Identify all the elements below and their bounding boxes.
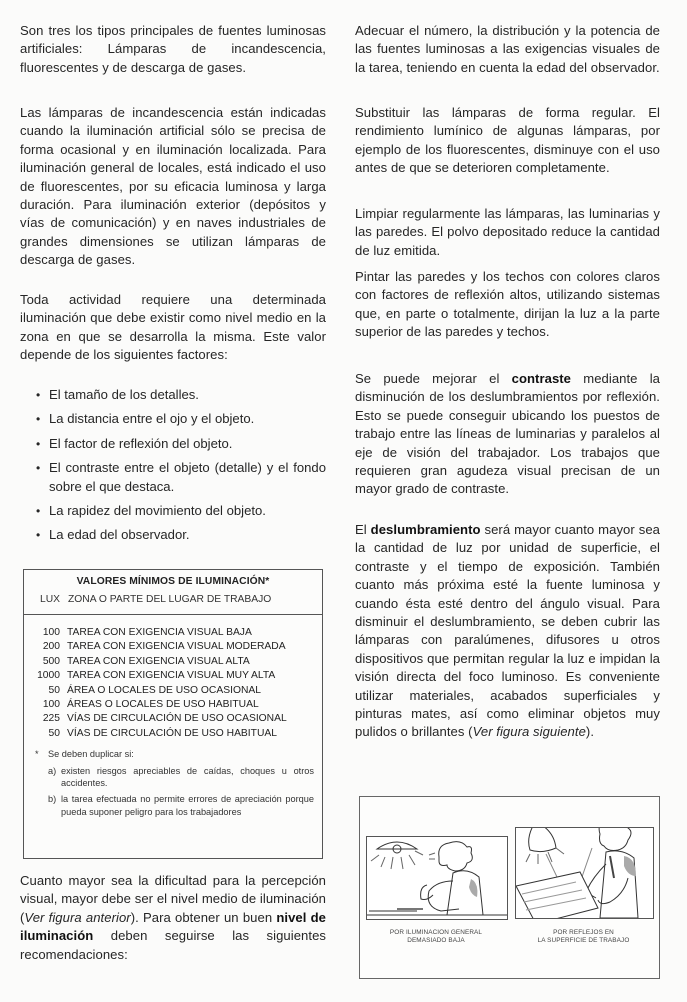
worker-reflection-illustration [516,828,653,918]
footnote-item: b) la tarea efectuada no permite errores de apreciación porque pueda suponer peligro para los trabajadores [48,794,314,817]
table-header [24,594,322,605]
table-row [24,640,322,654]
lux-value: 100 [42,699,60,711]
lux-value: 100 [42,627,60,638]
lux-value: 200 [42,641,60,653]
column-header-lux: LUX [39,594,60,605]
table-row [24,698,322,712]
zone-label: VÍAS DE CIRCULACIÓN DE USO OCASIONAL [67,713,287,725]
worker-low-light-illustration [367,837,507,919]
lux-value: 1000 [37,670,60,682]
figure-caption-right: POR REFLEJOS EN LA SUPERFICIE DE TRABAJO [537,929,630,944]
list-item: • El contraste entre el objeto (detalle) y el fondo sobre el que destaca. [36,459,326,496]
lux-value: 225 [42,713,60,725]
zone-label: TAREA CON EXIGENCIA VISUAL BAJA [67,627,252,638]
paragraph-glare: El deslumbramiento será mayor cuanto mayor sea la cantidad de luz por unidad de superficie, el contraste y el tiempo de exposición. También cuanto más próxima esté la fuente luminosa y cuando ésta esté dentro del ángulo visual. Para disminuir el deslumbramiento, se deben cubrir las lámparas con paralúmenes, difusores u otros dispositivos que permitan regular la luz e impidan la visión directa del foco luminoso. Es conveniente utilizar materiales, acabados superficiales y pinturas mates, así como eliminar objetos muy pulidos o brillantes (Ver figura siguiente). [355,522,660,740]
lux-value: 50 [48,684,60,696]
paragraph-activity-illumination: Toda actividad requiere una determinada iluminación que debe existir como nivel medio en la zona en que se desarrolla la misma. Este valor depende de los siguientes factores: [20,292,326,363]
zone-label: TAREA CON EXIGENCIA VISUAL MODERADA [67,641,286,653]
zone-label: VÍAS DE CIRCULACIÓN DE USO HABITUAL [67,727,277,739]
list-item: • La edad del observador. [36,526,326,544]
figure-reference: Ver figura anterior [24,909,131,925]
paragraph-replace-lamps: Substituir las lámparas de forma regular. El rendimiento lumínico de algunas lámparas, por ejemplo de los fluorescentes, disminuye con el uso antes de que se deterioren completamente. [355,105,660,176]
table-row [24,727,322,741]
table-row [24,655,322,669]
lux-value: 50 [48,727,60,739]
emphasis-glare: deslumbramiento [370,522,481,537]
table-divider [24,614,322,615]
list-item: • La rapidez del movimiento del objeto. [36,502,326,520]
figure-reference: Ver figura siguiente [472,724,586,740]
table-row [24,684,322,698]
table-footnote [24,748,322,818]
table-row [24,626,322,640]
factors-list [20,386,326,545]
paragraph-incandescent-lamps: Las lámparas de incandescencia están indicadas cuando la iluminación artificial sólo se precisa de forma ocasional y en iluminación localizada. Para iluminación general de locales, está indicado el uso de fluorescentes, por su eficacia luminosa y larga duración. Para iluminación exterior (depósitos y vías de comunicación) y en naves industriales de grandes dimensiones se utilizan lámparas de descarga de gases. [20,105,326,268]
paragraph-adapt-sources: Adecuar el número, la distribución y la potencia de las fuentes luminosas a las exigencias visuales de la tarea, teniendo en cuenta la edad del observador. [355,23,660,75]
table-title: VALORES MÍNIMOS DE ILUMINACIÓN* [76,576,270,587]
list-item: • El factor de reflexión del objeto. [36,435,326,453]
glare-illustration-figure [359,796,660,979]
paragraph-light-source-types: Son tres los tipos principales de fuentes luminosas artificiales: Lámparas de incandescencia, fluorescentes y de descarga de gases. [20,23,326,75]
table-body [24,626,322,741]
lux-value: 500 [42,655,60,667]
paragraph-clean-lamps: Limpiar regularmente las lámparas, las luminarias y las paredes. El polvo depositado reduce la cantidad de luz emitida. [355,206,660,258]
zone-label: ÁREA O LOCALES DE USO OCASIONAL [67,684,261,696]
lamp-icon [529,828,556,852]
list-item: • La distancia entre el ojo y el objeto. [36,410,326,428]
footnote-heading: Se deben duplicar si: [48,749,134,760]
table-row [24,669,322,683]
emphasis-contrast: contraste [511,371,572,386]
asterisk-icon: * [35,749,39,760]
zone-label: TAREA CON EXIGENCIA VISUAL MUY ALTA [67,670,276,682]
emphasis-illumination-level: nivel de iluminación [20,909,326,944]
illustration-work-surface-reflections [515,827,654,919]
paragraph-visual-perception: Cuanto mayor sea la dificultad para la percepción visual, mayor debe ser el nivel medio de iluminación (Ver figura anterior). Para obtener un buen nivel de iluminación deben seguirse las siguientes recomendaciones: [20,873,326,962]
paragraph-contrast: Se puede mejorar el contraste mediante la disminución de los deslumbramientos por reflexión. Esto se puede conseguir ubicando los puestos de trabajo entre las líneas de luminarias y paralelos al eje de visión del trabajador. Los trabajos que requieren gran agudeza visual precisan de un mayor grado de contraste. [355,371,660,497]
figure-caption-left: POR ILUMINACION GENERAL DEMASIADO BAJA [389,929,483,944]
paragraph-paint-walls: Pintar las paredes y los techos con colores claros con factores de reflexión altos, utilizando sistemas que, en parte o totalmente, dirijan la luz a la parte superior de las paredes y techos. [355,269,660,340]
table-row [24,712,322,726]
column-header-zone: ZONA O PARTE DEL LUGAR DE TRABAJO [68,594,272,605]
zone-label: ÁREAS O LOCALES DE USO HABITUAL [67,699,259,711]
zone-label: TAREA CON EXIGENCIA VISUAL ALTA [67,655,250,667]
list-item: • El tamaño de los detalles. [36,386,326,404]
footnote-item: a) existen riesgos apreciables de caídas, choques u otros accidentes. [48,765,314,789]
illustration-low-general-lighting [366,836,508,920]
minimum-illumination-table [23,569,323,859]
